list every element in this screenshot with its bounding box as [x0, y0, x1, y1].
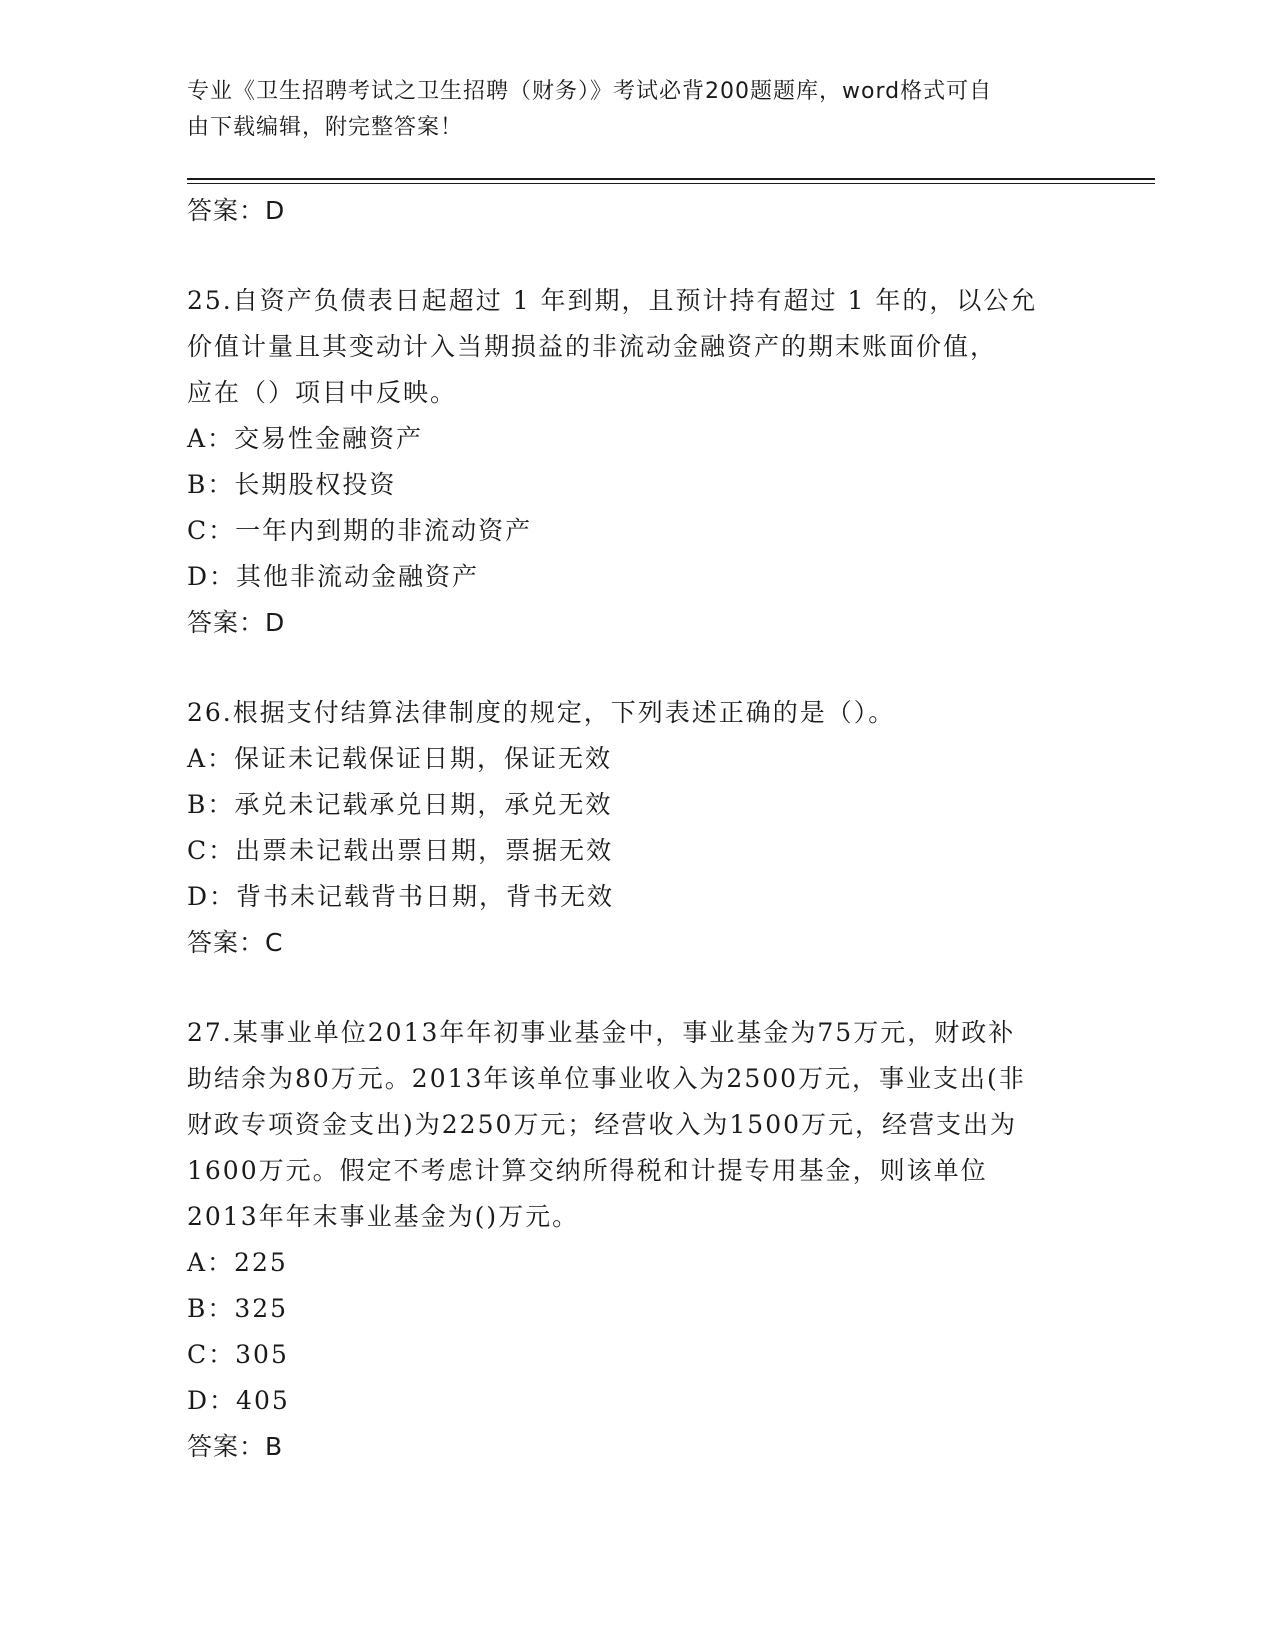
header-divider-thick — [187, 178, 1155, 180]
stem-line: 27.某事业单位2013年年初事业基金中，事业基金为75万元，财政补 — [187, 1018, 1016, 1047]
question-26 — [187, 690, 1087, 966]
stem-line: 1600万元。假定不考虑计算交纳所得税和计提专用基金，则该单位 — [187, 1156, 988, 1185]
option-d: D：其他非流动金融资产 — [187, 562, 480, 591]
stem-line: 25.自资产负债表日起超过 1 年到期，且预计持有超过 1 年的，以公允 — [187, 286, 1038, 315]
option-a: A：交易性金融资产 — [187, 424, 424, 453]
stem-line: 助结余为80万元。2013年该单位事业收入为2500万元，事业支出(非 — [187, 1064, 1026, 1093]
answer-previous: 答案：D — [187, 196, 286, 225]
stem-line: 应在（）项目中反映。 — [187, 378, 458, 407]
header-divider-thin — [187, 183, 1155, 184]
question-stem — [187, 278, 1087, 416]
stem-line: 2013年年末事业基金为()万元。 — [187, 1202, 580, 1231]
option-b: B：325 — [187, 1294, 289, 1323]
question-27 — [187, 1010, 1087, 1470]
answer-27: 答案：B — [187, 1432, 284, 1461]
stem-line: 26.根据支付结算法律制度的规定，下列表述正确的是（）。 — [187, 698, 896, 727]
stem-line: 财政专项资金支出)为2250万元；经营收入为1500万元，经营支出为 — [187, 1110, 1018, 1139]
document-header — [187, 74, 1067, 146]
option-c: C：一年内到期的非流动资产 — [187, 516, 533, 545]
answer-25: 答案：D — [187, 608, 286, 637]
option-b: B：承兑未记载承兑日期，承兑无效 — [187, 790, 613, 819]
option-c: C：出票未记载出票日期，票据无效 — [187, 836, 614, 865]
stem-line: 价值计量且其变动计入当期损益的非流动金融资产的期末账面价值， — [187, 332, 998, 361]
question-stem — [187, 1010, 1087, 1240]
option-d: D：背书未记载背书日期，背书无效 — [187, 882, 615, 911]
document-body — [187, 188, 1087, 1470]
header-line-1: 专业《卫生招聘考试之卫生招聘（财务）》考试必背200题题库，word格式可自 — [187, 79, 993, 104]
question-stem — [187, 690, 1087, 736]
option-c: C：305 — [187, 1340, 289, 1369]
option-b: B：长期股权投资 — [187, 470, 397, 499]
header-line-2: 由下载编辑，附完整答案！ — [187, 115, 464, 140]
answer-26: 答案：C — [187, 928, 284, 957]
option-a: A：保证未记载保证日期，保证无效 — [187, 744, 613, 773]
option-d: D：405 — [187, 1386, 290, 1415]
question-25 — [187, 278, 1087, 646]
option-a: A：225 — [187, 1248, 288, 1277]
